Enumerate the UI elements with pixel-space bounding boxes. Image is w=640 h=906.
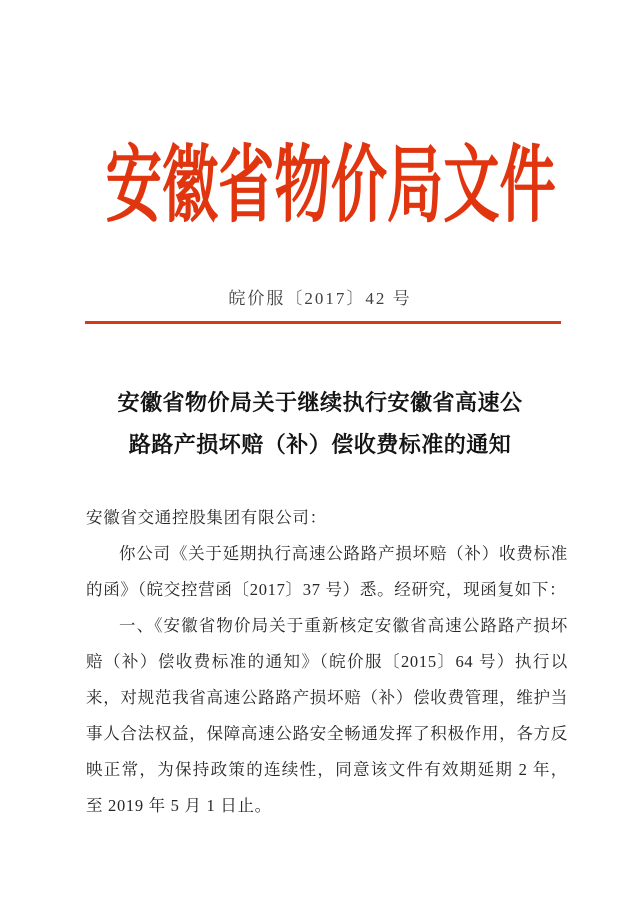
body-paragraph: 一、《安徽省物价局关于重新核定安徽省高速公路路产损坏赔（补）偿收费标准的通知》（皖价服〔2015〕64 号）执行以来，对规范我省高速公路路产损坏赔（补）偿收费管理，维护当事人合法权益，保障高速公路安全畅通发挥了积极作用，各方反映正常，为保持政策的连续性，同意该文件有效期延期 2 年，至 2019 年 5 月 1 日止。 [86, 616, 568, 815]
notice-title-line2: 路路产损坏赔（补）偿收费标准的通知 [128, 432, 512, 457]
document-number: 皖价服〔2017〕42 号 [228, 289, 412, 308]
header-divider-line [85, 321, 561, 324]
body-paragraph: 你公司《关于延期执行高速公路路产损坏赔（补）收费标准的函》（皖交控营函〔2017〕37 号）悉。经研究，现函复如下： [86, 544, 568, 599]
notice-title-line1: 安徽省物价局关于继续执行安徽省高速公 [117, 390, 523, 415]
agency-masthead-title: 安徽省物价局文件 [105, 140, 556, 233]
recipient-line: 安徽省交通控股集团有限公司： [86, 508, 327, 527]
notice-title [0, 382, 640, 466]
document-body [86, 500, 568, 824]
